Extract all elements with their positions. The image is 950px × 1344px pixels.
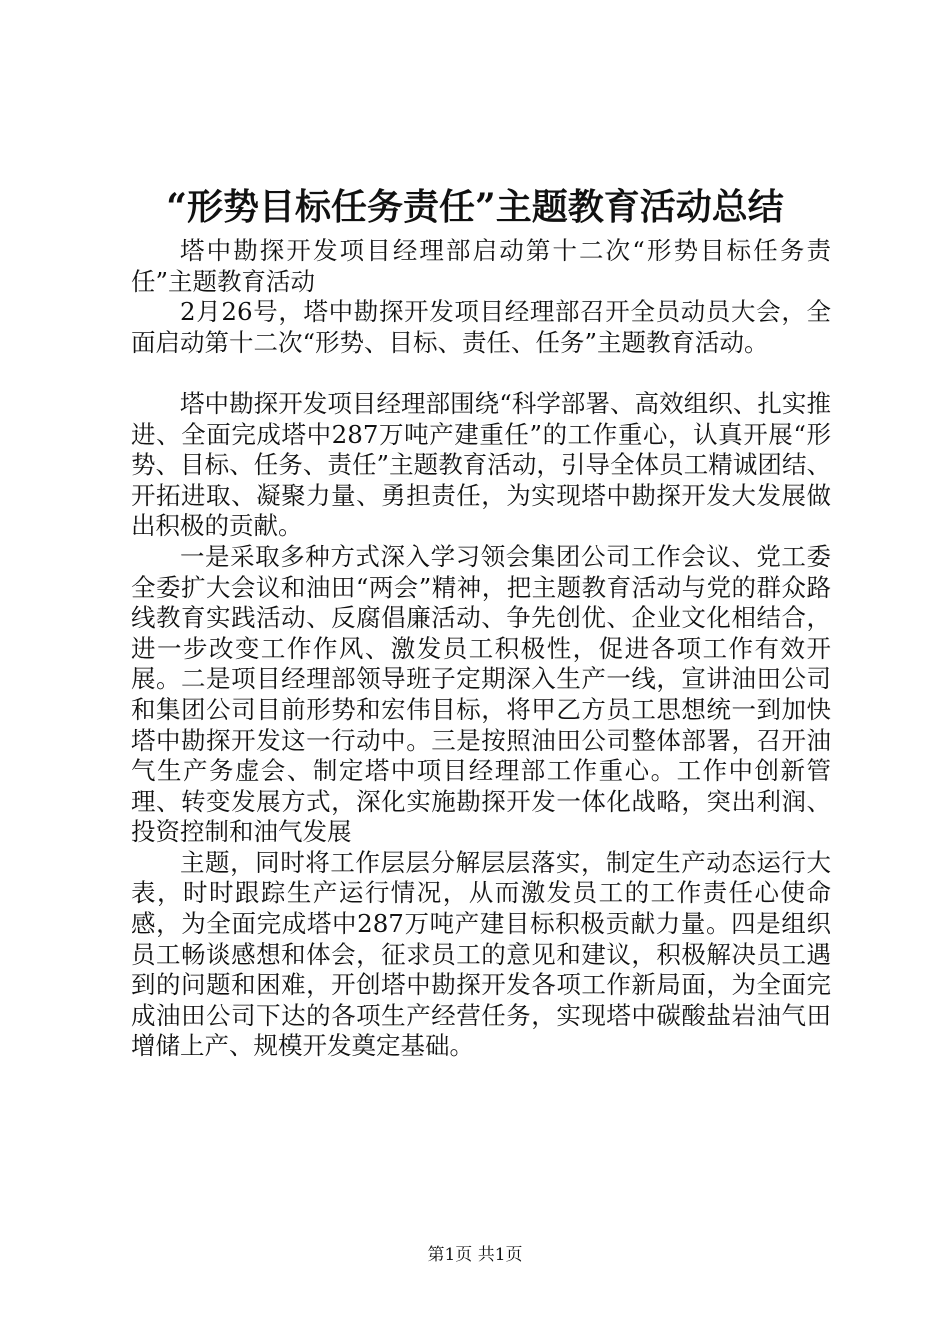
paragraph-3: 塔中勘探开发项目经理部围绕“科学部署、高效组织、扎实推进、全面完成塔中287万吨产建重任”的工作重心，认真开展“形势、目标、任务、责任”主题教育活动，引导全体员工精诚团结、开拓进取、凝聚力量、勇担责任，为实现塔中勘探开发大发展做出积极的贡献。 [131, 388, 831, 541]
document-title: “形势目标任务责任”主题教育活动总结 [166, 186, 784, 228]
document-body [131, 236, 831, 1062]
paragraph-5: 主题，同时将工作层层分解层层落实，制定生产动态运行大表，时时跟踪生产运行情况，从而激发员工的工作责任心使命感，为全面完成塔中287万吨产建目标积极贡献力量。四是组织员工畅谈感想和体会，征求员工的意见和建议，积极解决员工遇到的问题和困难，开创塔中勘探开发各项工作新局面，为全面完成油田公司下达的各项生产经营任务，实现塔中碳酸盐岩油气田增储上产、规模开发奠定基础。 [131, 847, 831, 1061]
page-footer: 第1页 共1页 [427, 1245, 523, 1265]
paragraph-1: 塔中勘探开发项目经理部启动第十二次“形势目标任务责任”主题教育活动 [131, 236, 831, 296]
paragraph-2: 2月26号，塔中勘探开发项目经理部召开全员动员大会，全面启动第十二次“形势、目标、责任、任务”主题教育活动。 [131, 297, 831, 357]
paragraph-4: 一是采取多种方式深入学习领会集团公司工作会议、党工委全委扩大会议和油田“两会”精神，把主题教育活动与党的群众路线教育实践活动、反腐倡廉活动、争先创优、企业文化相结合，进一步改变工作作风、激发员工积极性，促进各项工作有效开展。二是项目经理部领导班子定期深入生产一线，宣讲油田公司和集团公司目前形势和宏伟目标，将甲乙方员工思想统一到加快塔中勘探开发这一行动中。三是按照油田公司整体部署，召开油气生产务虚会、制定塔中项目经理部工作重心。工作中创新管理、转变发展方式，深化实施勘探开发一体化战略，突出利润、投资控制和油气发展 [131, 541, 831, 847]
